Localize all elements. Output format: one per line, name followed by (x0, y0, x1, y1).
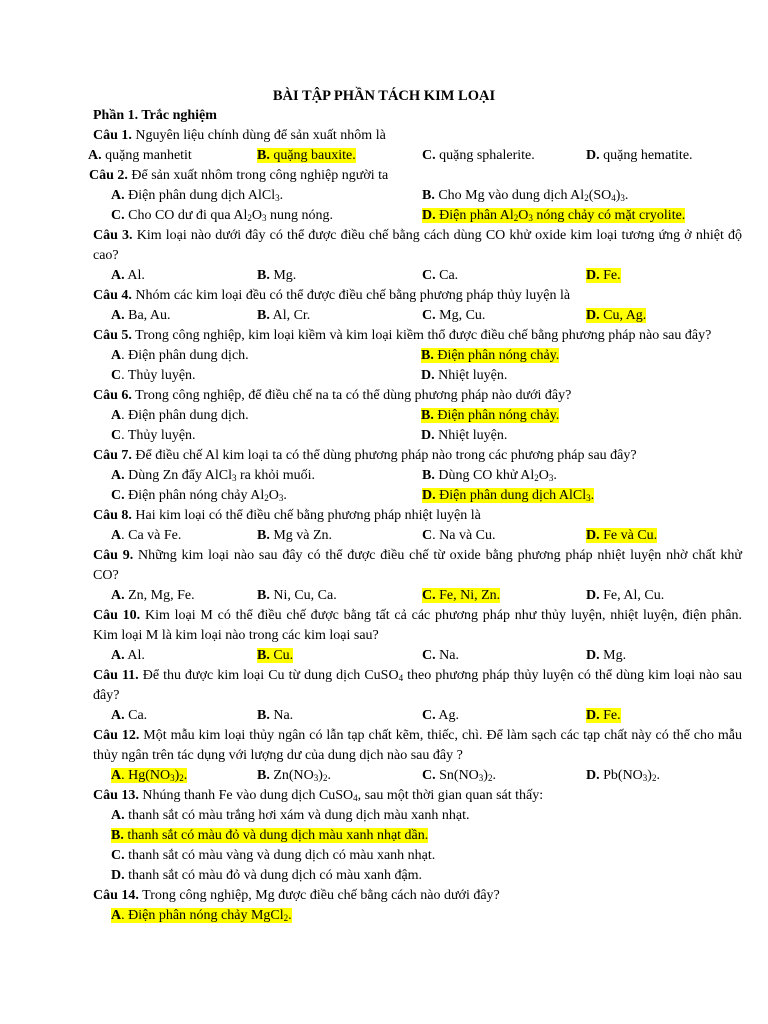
q10-option-c: C. Na. (422, 648, 459, 663)
question-11: Câu 11. Để thu được kim loại Cu từ dung dịch CuSO$_4$ theo phương pháp thủy luyện có thể dùng kim loại nào sau đây? (93, 668, 742, 703)
q3-option-b: B. Mg. (257, 268, 297, 283)
section-heading: Phần 1. Trắc nghiệm (93, 108, 217, 123)
q3-option-a: A. Al. (111, 268, 145, 283)
q6-option-c: C. Thủy luyện. (111, 428, 196, 443)
q8-option-d: D. Fe và Cu. (586, 528, 658, 543)
q4-option-b: B. Al, Cr. (257, 308, 311, 323)
question-13: Câu 13. Nhúng thanh Fe vào dung dịch CuSO$_4$, sau một thời gian quan sát thấy: (93, 788, 544, 803)
q1-option-d: D. quặng hematite. (586, 148, 693, 163)
q2-option-c: C. Cho CO dư đi qua $Al_2O_3$ nung nóng. (111, 208, 333, 223)
q12-option-d: D. $Pb(NO_3)_2$. (586, 768, 660, 783)
q5-option-a: A. Điện phân dung dịch. (111, 348, 249, 363)
question-2: Câu 2. Để sản xuất nhôm trong công nghiệp người ta (89, 168, 389, 183)
q10-option-b: B. Cu. (257, 648, 294, 663)
q1-option-c: C. quặng sphalerite. (422, 148, 535, 163)
q6-option-d: D. Nhiệt luyện. (421, 428, 508, 443)
q13-option-a: A. thanh sắt có màu trắng hơi xám và dung dịch màu xanh nhạt. (111, 808, 470, 823)
q9-option-d: D. Fe, Al, Cu. (586, 588, 665, 603)
question-3: Câu 3. Kim loại nào dưới đây có thể được điều chế bằng cách dùng CO khử oxide kim loại tương ứng ở nhiệt độ cao? (93, 228, 742, 263)
question-7: Câu 7. Để điều chế Al kim loại ta có thể dùng phương pháp nào trong các phương pháp sau đây? (93, 448, 637, 463)
question-1: Câu 1. Nguyên liệu chính dùng để sản xuất nhôm là (93, 128, 386, 143)
q4-option-a: A. Ba, Au. (111, 308, 171, 323)
page-title: BÀI TẬP PHẦN TÁCH KIM LOẠI (272, 88, 496, 104)
q7-option-a: A. Dùng Zn đẩy AlCl$_3$ ra khỏi muối. (111, 468, 316, 483)
q5-option-c: C. Thủy luyện. (111, 368, 196, 383)
question-14: Câu 14. Trong công nghiệp, Mg được điều chế bằng cách nào dưới đây? (93, 888, 500, 903)
q8-option-a: A. Ca và Fe. (111, 528, 182, 543)
q5-option-d: D. Nhiệt luyện. (421, 368, 508, 383)
q2-option-d: D. Điện phân $Al_2O_3$ nóng chảy có mặt cryolite. (422, 208, 686, 223)
q6-option-b: B. Điện phân nóng chảy. (421, 408, 560, 423)
q12-option-c: C. $Sn(NO_3)_2$. (422, 768, 496, 783)
q1-option-a: A. quặng manhetit (88, 148, 192, 163)
q8-option-c: C. Na và Cu. (422, 528, 496, 543)
q1-option-b: B. quặng bauxite. (257, 148, 356, 163)
q9-option-b: B. Ni, Cu, Ca. (257, 588, 337, 603)
q7-option-b: B. Dùng CO khử $Al_2O_3$. (422, 468, 557, 483)
q9-option-c: C. Fe, Ni, Zn. (422, 588, 501, 603)
q13-option-c: C. thanh sắt có màu vàng và dung dịch có màu xanh nhạt. (111, 848, 436, 863)
q10-option-a: A. Al. (111, 648, 145, 663)
q11-option-c: C. Ag. (422, 708, 459, 723)
q4-option-c: C. Mg, Cu. (422, 308, 486, 323)
q10-option-d: D. Mg. (586, 648, 627, 663)
q7-option-d: D. Điện phân dung dịch AlCl$_3$. (422, 488, 595, 503)
question-5: Câu 5. Trong công nghiệp, kim loại kiềm và kim loại kiềm thổ được điều chế bằng phương pháp nào sau đây? (93, 328, 712, 343)
q8-option-b: B. Mg và Zn. (257, 528, 333, 543)
q11-option-b: B. Na. (257, 708, 294, 723)
q13-option-b: B. thanh sắt có màu đỏ và dung dịch màu xanh nhạt dần. (111, 828, 429, 843)
q4-option-d: D. Cu, Ag. (586, 308, 647, 323)
q11-option-d: D. Fe. (586, 708, 621, 723)
q3-option-d: D. Fe. (586, 268, 621, 283)
q2-option-a: A. Điện phân dung dịch AlCl$_3$. (111, 188, 284, 203)
question-12: Câu 12. Một mẫu kim loại thủy ngân có lẫn tạp chất kẽm, thiếc, chì. Để làm sạch các tạp chất này có thể cho mẫu thủy ngân trên tác dụng với lượng dư của dung dịch nào sau đây ? (93, 728, 742, 763)
q12-option-a: A. $Hg(NO_3)_2$. (111, 768, 188, 783)
q13-option-d: D. thanh sắt có màu đỏ và dung dịch có màu xanh đậm. (111, 868, 423, 883)
q11-option-a: A. Ca. (111, 708, 148, 723)
question-9: Câu 9. Những kim loại nào sau đây có thể được điều chế từ oxide bằng phương pháp nhiệt luyện nhờ chất khử CO? (93, 548, 742, 583)
q2-option-b: B. Cho Mg vào dung dịch $Al_2(SO_4)_3$. (422, 188, 629, 203)
q9-option-a: A. Zn, Mg, Fe. (111, 588, 195, 603)
q14-option-a: A. Điện phân nóng chảy MgCl$_2$. (111, 908, 292, 923)
q5-option-b: B. Điện phân nóng chảy. (421, 348, 560, 363)
q6-option-a: A. Điện phân dung dịch. (111, 408, 249, 423)
question-10: Câu 10. Kim loại M có thể điều chế được bằng tất cả các phương pháp như thủy luyện, nhiệt luyện, điện phân. Kim loại M là kim loại nào trong các kim loại sau? (93, 608, 742, 643)
question-8: Câu 8. Hai kim loại có thể điều chế bằng phương pháp nhiệt luyện là (93, 508, 481, 523)
question-4: Câu 4. Nhóm các kim loại đều có thể được điều chế bằng phương pháp thủy luyện là (93, 288, 571, 303)
q7-option-c: C. Điện phân nóng chảy $Al_2O_3$. (111, 488, 287, 503)
q3-option-c: C. Ca. (422, 268, 459, 283)
q12-option-b: B. $Zn(NO_3)_2$. (257, 768, 331, 783)
question-6: Câu 6. Trong công nghiệp, để điều chế na ta có thể dùng phương pháp nào dưới đây? (93, 388, 572, 403)
